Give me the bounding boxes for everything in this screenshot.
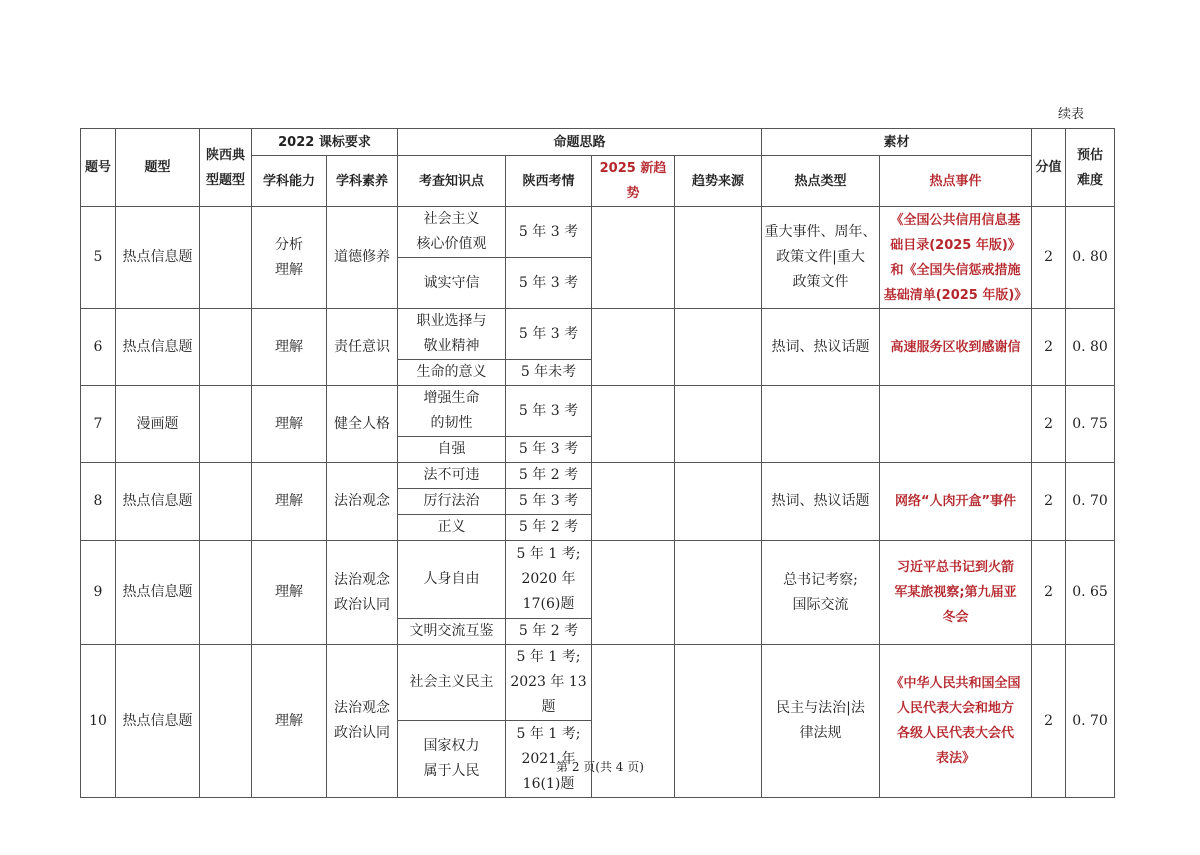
row-exam: 5 年 3 考 <box>506 437 592 463</box>
row-shaanxi-type <box>200 386 252 463</box>
header-score: 分值 <box>1032 129 1066 207</box>
row-exam: 5 年 1 考; 2020 年 17(6)题 <box>506 541 592 619</box>
row-trend <box>592 541 675 645</box>
row-literacy: 法治观念 政治认同 <box>327 645 398 798</box>
row-exam: 5 年 2 考 <box>506 463 592 489</box>
header-hot-type: 热点类型 <box>762 156 880 207</box>
row-hot-type <box>762 386 880 463</box>
table-row <box>81 309 1115 360</box>
row-knowledge: 正义 <box>398 515 506 541</box>
row-difficulty: 0. 75 <box>1066 386 1115 463</box>
header-approach: 命题思路 <box>398 129 762 156</box>
row-shaanxi-type <box>200 463 252 541</box>
header-hot-event: 热点事件 <box>880 156 1032 207</box>
row-knowledge: 增强生命 的韧性 <box>398 386 506 437</box>
row-exam: 5 年 2 考 <box>506 619 592 645</box>
row-difficulty: 0. 70 <box>1066 645 1115 798</box>
row-hot-type: 民主与法治|法 律法规 <box>762 645 880 798</box>
row-no: 10 <box>81 645 116 798</box>
header-difficulty: 预估 难度 <box>1066 129 1115 207</box>
continued-label: 续表 <box>1058 107 1085 122</box>
table-row <box>81 541 1115 619</box>
header-no: 题号 <box>81 129 116 207</box>
row-score: 2 <box>1032 541 1066 645</box>
row-exam: 5 年 3 考 <box>506 386 592 437</box>
row-no: 8 <box>81 463 116 541</box>
row-ability: 理解 <box>252 541 327 645</box>
row-source <box>675 309 762 386</box>
row-knowledge: 法不可违 <box>398 463 506 489</box>
table-row <box>81 207 1115 258</box>
page-footer: 第 2 页(共 4 页) <box>556 760 644 774</box>
table-row <box>81 463 1115 489</box>
row-literacy: 法治观念 <box>327 463 398 541</box>
row-difficulty: 0. 65 <box>1066 541 1115 645</box>
exam-analysis-table <box>80 128 1115 798</box>
row-knowledge: 诚实守信 <box>398 258 506 309</box>
row-no: 9 <box>81 541 116 645</box>
row-shaanxi-type <box>200 207 252 309</box>
row-type: 热点信息题 <box>116 645 200 798</box>
row-knowledge: 职业选择与 敬业精神 <box>398 309 506 360</box>
header-trend: 2025 新趋势 <box>592 156 675 207</box>
row-score: 2 <box>1032 386 1066 463</box>
row-hot-type: 热词、热议话题 <box>762 309 880 386</box>
row-hot-event: 网络“人肉开盒”事件 <box>880 463 1032 541</box>
row-knowledge: 社会主义民主 <box>398 645 506 721</box>
row-knowledge: 社会主义 核心价值观 <box>398 207 506 258</box>
row-score: 2 <box>1032 309 1066 386</box>
row-ability: 理解 <box>252 645 327 798</box>
row-literacy: 道德修养 <box>327 207 398 309</box>
table-row <box>81 386 1115 437</box>
header-type: 题型 <box>116 129 200 207</box>
row-hot-event: 《中华人民共和国全国 人民代表大会和地方 各级人民代表大会代 表法》 <box>880 645 1032 798</box>
row-hot-event: 高速服务区收到感谢信 <box>880 309 1032 386</box>
header-ability: 学科能力 <box>252 156 327 207</box>
row-ability: 分析 理解 <box>252 207 327 309</box>
row-difficulty: 0. 80 <box>1066 207 1115 309</box>
row-shaanxi-type <box>200 541 252 645</box>
row-ability: 理解 <box>252 386 327 463</box>
row-literacy: 健全人格 <box>327 386 398 463</box>
header-literacy: 学科素养 <box>327 156 398 207</box>
row-exam: 5 年 1 考; 2023 年 13 题 <box>506 645 592 721</box>
row-exam: 5 年 3 考 <box>506 258 592 309</box>
row-no: 7 <box>81 386 116 463</box>
row-literacy: 责任意识 <box>327 309 398 386</box>
row-knowledge: 国家权力 属于人民 <box>398 721 506 798</box>
row-score: 2 <box>1032 645 1066 798</box>
row-hot-type: 重大事件、周年、 政策文件|重大 政策文件 <box>762 207 880 309</box>
header-material: 素材 <box>762 129 1032 156</box>
row-literacy: 法治观念 政治认同 <box>327 541 398 645</box>
row-hot-event: 习近平总书记到火箭 军某旅视察;第九届亚 冬会 <box>880 541 1032 645</box>
row-knowledge: 厉行法治 <box>398 489 506 515</box>
row-no: 5 <box>81 207 116 309</box>
row-exam: 5 年 3 考 <box>506 489 592 515</box>
row-trend <box>592 386 675 463</box>
row-type: 热点信息题 <box>116 463 200 541</box>
row-hot-event: 《全国公共信用信息基 础目录(2025 年版)》 和《全国失信惩戒措施 基础清单(2025 年版)》 <box>880 207 1032 309</box>
row-exam: 5 年 2 考 <box>506 515 592 541</box>
row-trend <box>592 207 675 309</box>
row-source <box>675 386 762 463</box>
row-no: 6 <box>81 309 116 386</box>
header-knowledge: 考查知识点 <box>398 156 506 207</box>
row-hot-type: 热词、热议话题 <box>762 463 880 541</box>
row-trend <box>592 463 675 541</box>
row-type: 漫画题 <box>116 386 200 463</box>
row-knowledge: 生命的意义 <box>398 360 506 386</box>
row-knowledge: 文明交流互鉴 <box>398 619 506 645</box>
header-source: 趋势来源 <box>675 156 762 207</box>
header-curriculum: 2022 课标要求 <box>252 129 398 156</box>
row-difficulty: 0. 70 <box>1066 463 1115 541</box>
row-score: 2 <box>1032 207 1066 309</box>
row-ability: 理解 <box>252 463 327 541</box>
table-row <box>81 645 1115 721</box>
row-trend <box>592 309 675 386</box>
row-type: 热点信息题 <box>116 207 200 309</box>
header-exam: 陕西考情 <box>506 156 592 207</box>
row-hot-event <box>880 386 1032 463</box>
row-source <box>675 463 762 541</box>
row-shaanxi-type <box>200 309 252 386</box>
row-type: 热点信息题 <box>116 541 200 645</box>
row-knowledge: 自强 <box>398 437 506 463</box>
row-exam: 5 年 1 考; 2021 年 16(1)题 <box>506 721 592 798</box>
row-exam: 5 年 3 考 <box>506 207 592 258</box>
row-type: 热点信息题 <box>116 309 200 386</box>
row-exam: 5 年 3 考 <box>506 309 592 360</box>
row-score: 2 <box>1032 463 1066 541</box>
row-exam: 5 年未考 <box>506 360 592 386</box>
row-source <box>675 541 762 645</box>
row-knowledge: 人身自由 <box>398 541 506 619</box>
row-hot-type: 总书记考察; 国际交流 <box>762 541 880 645</box>
row-ability: 理解 <box>252 309 327 386</box>
row-difficulty: 0. 80 <box>1066 309 1115 386</box>
header-shaanxi-type: 陕西典 型题型 <box>200 129 252 207</box>
row-source <box>675 207 762 309</box>
